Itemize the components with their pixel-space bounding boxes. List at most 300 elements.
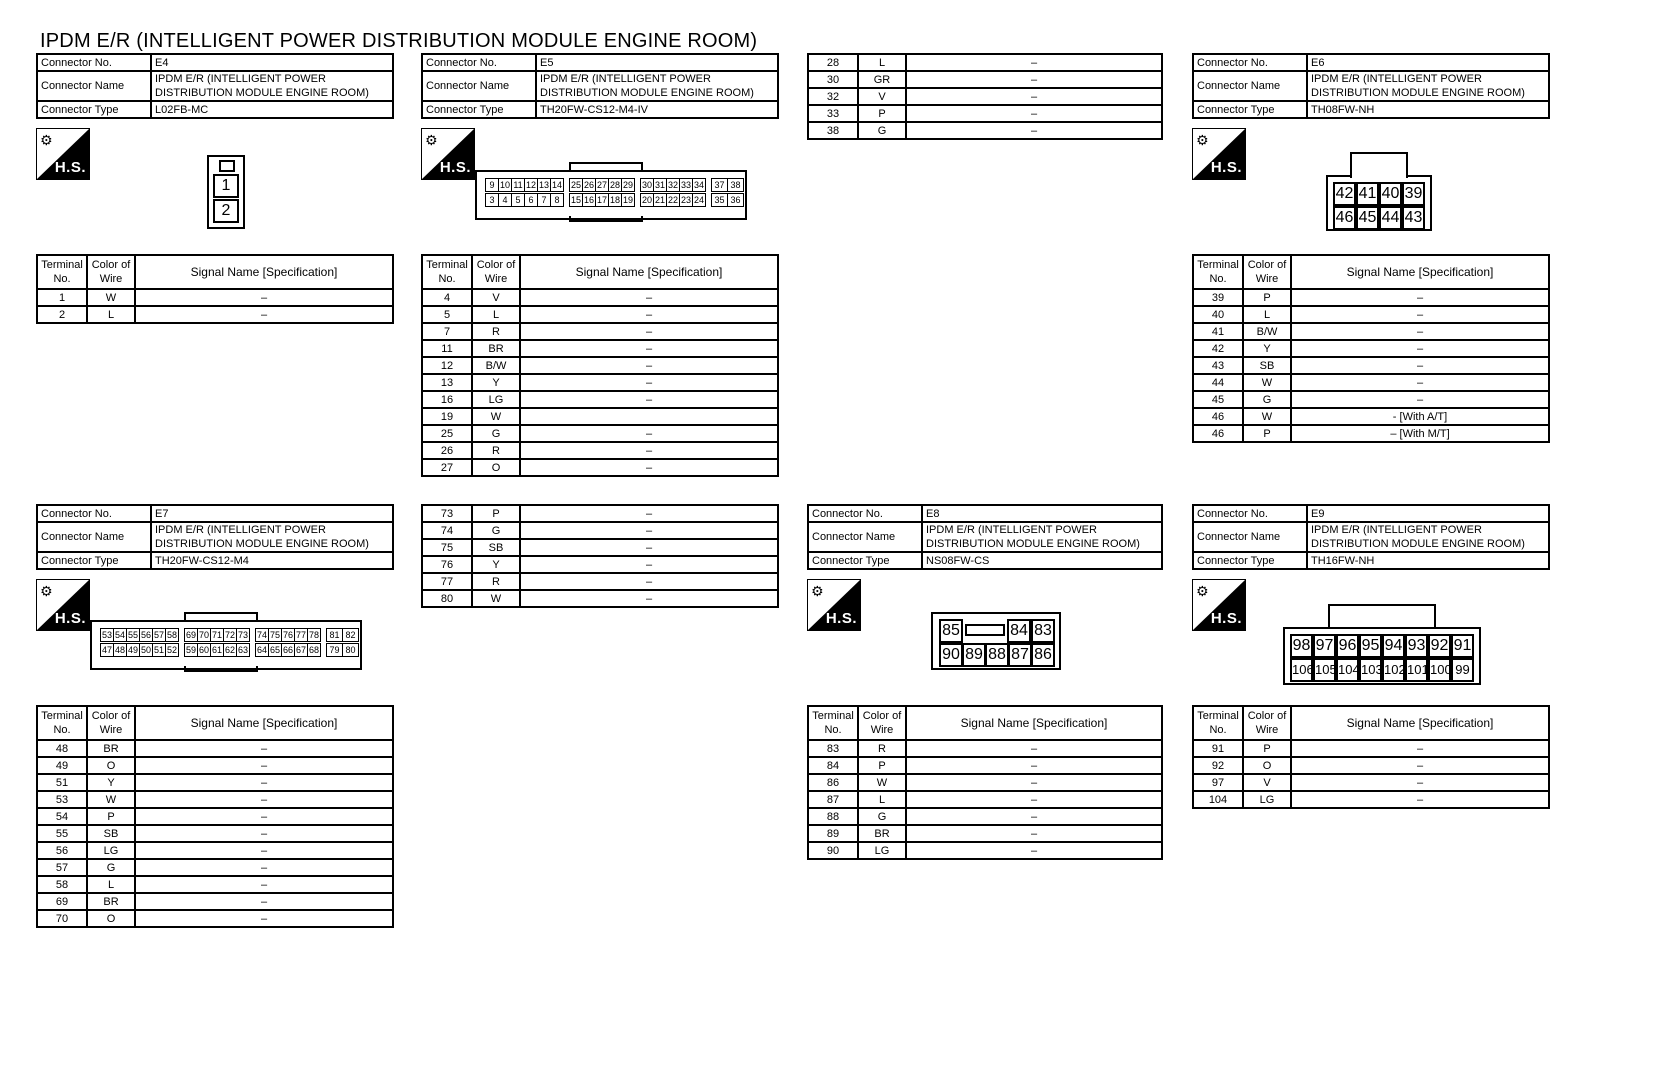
- table-row: [1193, 408, 1549, 425]
- table-row: [808, 54, 1162, 71]
- signal-cell: –: [520, 306, 778, 323]
- table-row: [1193, 791, 1549, 808]
- wire-color-cell: O: [1243, 757, 1291, 774]
- wire-color-cell: W: [472, 408, 520, 425]
- table-row: [808, 88, 1162, 105]
- connector-no-label: Connector No.: [37, 54, 151, 71]
- connector-type-label: Connector Type: [37, 101, 151, 118]
- terminal-no-header: Terminal No.: [1193, 706, 1243, 740]
- terminal-cell: 46: [1193, 408, 1243, 425]
- e7-connector-face: [90, 620, 362, 670]
- wire-color-cell: L: [858, 791, 906, 808]
- e8-pin: 87: [1008, 643, 1032, 667]
- wire-color-cell: L: [472, 306, 520, 323]
- signal-cell: – [With M/T]: [1291, 425, 1549, 442]
- signal-cell: –: [906, 740, 1162, 757]
- table-row: [422, 539, 778, 556]
- e9-pin: 97: [1313, 634, 1336, 658]
- terminal-cell: 76: [422, 556, 472, 573]
- e4-connector-type: L02FB-MC: [151, 101, 393, 118]
- table-row: [37, 893, 393, 910]
- e9-connector-no: E9: [1307, 505, 1549, 522]
- table-row: [808, 825, 1162, 842]
- wire-color-cell: B/W: [1243, 323, 1291, 340]
- e9-pin: 93: [1405, 634, 1428, 658]
- wire-color-cell: L: [858, 54, 906, 71]
- terminal-cell: 16: [422, 391, 472, 408]
- e8-connector-type: NS08FW-CS: [922, 552, 1162, 569]
- table-row: [422, 442, 778, 459]
- connector-name-label: Connector Name: [422, 71, 536, 101]
- wire-color-cell: O: [87, 910, 135, 927]
- table-row: [37, 910, 393, 927]
- wire-color-cell: LG: [87, 842, 135, 859]
- table-row: [37, 757, 393, 774]
- terminal-cell: 1: [37, 289, 87, 306]
- e7-pin: 80: [342, 643, 359, 657]
- e6-pin: 46: [1333, 206, 1356, 230]
- terminal-cell: 73: [422, 505, 472, 522]
- wire-color-cell: W: [1243, 408, 1291, 425]
- e6-connector-no: E6: [1307, 54, 1549, 71]
- wire-color-cell: W: [87, 289, 135, 306]
- table-row: [1193, 357, 1549, 374]
- signal-name-header: Signal Name [Specification]: [520, 255, 778, 289]
- signal-cell: –: [520, 539, 778, 556]
- signal-cell: [520, 408, 778, 425]
- e5-pin: 33: [680, 180, 691, 190]
- e7-pin: 76: [282, 630, 293, 640]
- e6-pin: 39: [1402, 182, 1425, 206]
- signal-cell: –: [520, 590, 778, 607]
- e5-pin: 37: [711, 178, 728, 192]
- e5-pin: 21: [654, 195, 665, 205]
- signal-cell: –: [1291, 289, 1549, 306]
- table-row: [37, 306, 393, 323]
- signal-cell: –: [906, 54, 1162, 71]
- e7-connector-type: TH20FW-CS12-M4: [151, 552, 393, 569]
- signal-cell: –: [135, 893, 393, 910]
- terminal-cell: 33: [808, 105, 858, 122]
- harness-side-icon: ⚙ H.S.: [36, 128, 90, 180]
- e4-connector-no: E4: [151, 54, 393, 71]
- wire-color-cell: P: [1243, 289, 1291, 306]
- e5-pin: 20: [641, 195, 652, 205]
- wire-color-cell: BR: [87, 893, 135, 910]
- signal-cell: –: [1291, 757, 1549, 774]
- table-row: [37, 859, 393, 876]
- table-row: [422, 306, 778, 323]
- signal-name-header: Signal Name [Specification]: [1291, 255, 1549, 289]
- table-row: [1193, 374, 1549, 391]
- color-of-wire-header: Color of Wire: [472, 255, 520, 289]
- terminal-cell: 13: [422, 374, 472, 391]
- wire-color-cell: P: [1243, 425, 1291, 442]
- e5-pin: 4: [498, 193, 512, 207]
- signal-name-header: Signal Name [Specification]: [135, 255, 393, 289]
- signal-cell: –: [135, 859, 393, 876]
- signal-cell: –: [520, 522, 778, 539]
- e9-pin: 101: [1405, 658, 1428, 682]
- e5-pin: 5: [511, 193, 525, 207]
- signal-cell: –: [1291, 740, 1549, 757]
- e5-pin: 10: [499, 180, 510, 190]
- e6-pin: 43: [1402, 206, 1425, 230]
- terminal-cell: 7: [422, 323, 472, 340]
- e5-pin: 17: [596, 195, 607, 205]
- terminal-cell: 53: [37, 791, 87, 808]
- e5-pin: 3: [485, 193, 499, 207]
- e6-pin: 41: [1356, 182, 1379, 206]
- e8-connector-no: E8: [922, 505, 1162, 522]
- terminal-cell: 26: [422, 442, 472, 459]
- e7-pin: 47: [101, 645, 112, 655]
- terminal-cell: 54: [37, 808, 87, 825]
- table-row: [37, 774, 393, 791]
- e9-pin: 102: [1382, 658, 1405, 682]
- e5-pin: 12: [525, 180, 536, 190]
- e7-pin: 66: [282, 645, 293, 655]
- e7-connector-name: IPDM E/R (INTELLIGENT POWER DISTRIBUTION MODULE ENGINE ROOM): [151, 522, 393, 552]
- signal-cell: –: [520, 374, 778, 391]
- e5-pin: 35: [711, 193, 728, 207]
- connector-type-label: Connector Type: [1193, 101, 1307, 118]
- e5-pin: 26: [583, 180, 594, 190]
- e6-pin: 45: [1356, 206, 1379, 230]
- harness-side-icon: ⚙ H.S.: [1192, 128, 1246, 180]
- e7-pin: 60: [198, 645, 209, 655]
- signal-cell: –: [906, 88, 1162, 105]
- terminal-cell: 74: [422, 522, 472, 539]
- e7-pin: 68: [308, 645, 319, 655]
- wire-color-cell: SB: [1243, 357, 1291, 374]
- signal-cell: –: [1291, 323, 1549, 340]
- signal-cell: –: [1291, 306, 1549, 323]
- table-row: [422, 357, 778, 374]
- terminal-cell: 2: [37, 306, 87, 323]
- e9-pin: 100: [1428, 658, 1451, 682]
- signal-cell: –: [520, 459, 778, 476]
- connector-type-label: Connector Type: [808, 552, 922, 569]
- signal-cell: –: [135, 740, 393, 757]
- terminal-cell: 83: [808, 740, 858, 757]
- signal-cell: –: [906, 842, 1162, 859]
- signal-cell: –: [520, 391, 778, 408]
- wire-color-cell: GR: [858, 71, 906, 88]
- terminal-cell: 49: [37, 757, 87, 774]
- signal-name-header: Signal Name [Specification]: [906, 706, 1162, 740]
- color-of-wire-header: Color of Wire: [87, 706, 135, 740]
- e7-pin: 52: [166, 645, 177, 655]
- e5-pin: 31: [654, 180, 665, 190]
- e5-connector-name: IPDM E/R (INTELLIGENT POWER DISTRIBUTION MODULE ENGINE ROOM): [536, 71, 778, 101]
- wire-color-cell: P: [472, 505, 520, 522]
- e5-pin: 36: [727, 193, 744, 207]
- signal-cell: –: [135, 808, 393, 825]
- e8-connector-name: IPDM E/R (INTELLIGENT POWER DISTRIBUTION MODULE ENGINE ROOM): [922, 522, 1162, 552]
- e7-pin: 59: [185, 645, 196, 655]
- e5-pin: 23: [680, 195, 691, 205]
- signal-cell: –: [1291, 774, 1549, 791]
- e5-connector-face: [475, 170, 747, 220]
- e8-pin: 88: [985, 643, 1009, 667]
- e5-pin: 16: [583, 195, 594, 205]
- e6-connector-name: IPDM E/R (INTELLIGENT POWER DISTRIBUTION MODULE ENGINE ROOM): [1307, 71, 1549, 101]
- wire-color-cell: O: [87, 757, 135, 774]
- color-of-wire-header: Color of Wire: [858, 706, 906, 740]
- table-row: [1193, 740, 1549, 757]
- e9-pin: 91: [1451, 634, 1474, 658]
- e6-pin: 40: [1379, 182, 1402, 206]
- terminal-no-header: Terminal No.: [37, 706, 87, 740]
- e5-pin: 38: [727, 178, 744, 192]
- signal-cell: –: [135, 306, 393, 323]
- table-row: [37, 289, 393, 306]
- e8-connector-face: [931, 612, 1061, 670]
- e4-connector-face: [207, 155, 245, 229]
- wire-color-cell: L: [1243, 306, 1291, 323]
- terminal-cell: 80: [422, 590, 472, 607]
- signal-cell: –: [520, 289, 778, 306]
- e8-pin: 86: [1031, 643, 1055, 667]
- e7-pin: 63: [237, 645, 248, 655]
- table-row: [37, 791, 393, 808]
- wire-color-cell: W: [472, 590, 520, 607]
- table-row: [422, 556, 778, 573]
- terminal-cell: 27: [422, 459, 472, 476]
- e7-pin-table-continued: [421, 504, 779, 608]
- e6-pin: 44: [1379, 206, 1402, 230]
- terminal-cell: 28: [808, 54, 858, 71]
- connector-no-label: Connector No.: [1193, 54, 1307, 71]
- e6-info-table: [1192, 53, 1550, 119]
- e9-pin: 95: [1359, 634, 1382, 658]
- wire-color-cell: Y: [1243, 340, 1291, 357]
- terminal-cell: 87: [808, 791, 858, 808]
- table-row: [422, 391, 778, 408]
- e7-pin: 53: [101, 630, 112, 640]
- table-row: [37, 842, 393, 859]
- signal-cell: –: [906, 791, 1162, 808]
- signal-cell: –: [520, 323, 778, 340]
- e7-pin: 72: [224, 630, 235, 640]
- table-row: [422, 425, 778, 442]
- wire-color-cell: V: [858, 88, 906, 105]
- table-row: [1193, 425, 1549, 442]
- table-row: [422, 505, 778, 522]
- e6-pin: 42: [1333, 182, 1356, 206]
- wire-color-cell: LG: [858, 842, 906, 859]
- e7-pin: 67: [295, 645, 306, 655]
- e5-pin: 19: [622, 195, 633, 205]
- terminal-cell: 46: [1193, 425, 1243, 442]
- e5-pin: 9: [485, 178, 499, 192]
- terminal-cell: 11: [422, 340, 472, 357]
- connector-type-label: Connector Type: [422, 101, 536, 118]
- table-row: [1193, 289, 1549, 306]
- wire-color-cell: P: [87, 808, 135, 825]
- signal-cell: –: [906, 774, 1162, 791]
- signal-cell: –: [135, 289, 393, 306]
- page-title: IPDM E/R (INTELLIGENT POWER DISTRIBUTION MODULE ENGINE ROOM): [40, 30, 758, 52]
- e9-connector-face: [1283, 627, 1481, 685]
- wire-color-cell: R: [472, 323, 520, 340]
- e8-pin-table: [807, 705, 1163, 860]
- e7-pin: 49: [127, 645, 138, 655]
- e7-pin: 50: [140, 645, 151, 655]
- e4-pin: 1: [213, 174, 239, 198]
- wire-color-cell: L: [87, 876, 135, 893]
- connector-no-label: Connector No.: [808, 505, 922, 522]
- e9-pin: 98: [1290, 634, 1313, 658]
- terminal-cell: 30: [808, 71, 858, 88]
- terminal-cell: 43: [1193, 357, 1243, 374]
- wire-color-cell: Y: [472, 556, 520, 573]
- terminal-cell: 41: [1193, 323, 1243, 340]
- table-row: [808, 757, 1162, 774]
- terminal-cell: 45: [1193, 391, 1243, 408]
- e9-pin: 104: [1336, 658, 1359, 682]
- e4-connector-name: IPDM E/R (INTELLIGENT POWER DISTRIBUTION MODULE ENGINE ROOM): [151, 71, 393, 101]
- terminal-cell: 12: [422, 357, 472, 374]
- connector-no-label: Connector No.: [37, 505, 151, 522]
- harness-side-icon: ⚙ H.S.: [36, 579, 90, 631]
- e7-pin: 51: [153, 645, 164, 655]
- signal-cell: –: [1291, 374, 1549, 391]
- e7-pin: 65: [269, 645, 280, 655]
- e7-pin: 58: [166, 630, 177, 640]
- e6-pin-table: [1192, 254, 1550, 443]
- e7-pin: 57: [153, 630, 164, 640]
- table-row: [808, 105, 1162, 122]
- terminal-cell: 104: [1193, 791, 1243, 808]
- e5-pin: 29: [622, 180, 633, 190]
- e7-pin: 48: [114, 645, 125, 655]
- e5-pin: 28: [609, 180, 620, 190]
- e6-connector-type: TH08FW-NH: [1307, 101, 1549, 118]
- wire-color-cell: Y: [472, 374, 520, 391]
- wire-color-cell: SB: [472, 539, 520, 556]
- wire-color-cell: W: [87, 791, 135, 808]
- e7-info-table: [36, 504, 394, 570]
- e8-pin: 89: [962, 643, 986, 667]
- wire-color-cell: SB: [87, 825, 135, 842]
- e8-pin: 84: [1007, 619, 1031, 643]
- wire-color-cell: B/W: [472, 357, 520, 374]
- table-row: [422, 522, 778, 539]
- e9-connector-name: IPDM E/R (INTELLIGENT POWER DISTRIBUTION MODULE ENGINE ROOM): [1307, 522, 1549, 552]
- e7-pin: 71: [211, 630, 222, 640]
- e9-pin: 94: [1382, 634, 1405, 658]
- e9-pin: 103: [1359, 658, 1382, 682]
- connector-name-label: Connector Name: [808, 522, 922, 552]
- terminal-cell: 89: [808, 825, 858, 842]
- connector-type-label: Connector Type: [1193, 552, 1307, 569]
- terminal-cell: 75: [422, 539, 472, 556]
- table-row: [422, 323, 778, 340]
- e7-pin: 82: [342, 628, 359, 642]
- table-row: [808, 122, 1162, 139]
- table-row: [1193, 391, 1549, 408]
- color-of-wire-header: Color of Wire: [1243, 706, 1291, 740]
- terminal-no-header: Terminal No.: [808, 706, 858, 740]
- terminal-cell: 90: [808, 842, 858, 859]
- signal-name-header: Signal Name [Specification]: [135, 706, 393, 740]
- terminal-cell: 84: [808, 757, 858, 774]
- wire-color-cell: G: [858, 808, 906, 825]
- terminal-cell: 25: [422, 425, 472, 442]
- wire-color-cell: R: [858, 740, 906, 757]
- e9-connector-type: TH16FW-NH: [1307, 552, 1549, 569]
- signal-cell: –: [1291, 791, 1549, 808]
- table-row: [1193, 306, 1549, 323]
- table-row: [1193, 323, 1549, 340]
- e7-pin: 64: [256, 645, 267, 655]
- wire-color-cell: V: [472, 289, 520, 306]
- wire-color-cell: LG: [472, 391, 520, 408]
- table-row: [422, 374, 778, 391]
- terminal-cell: 4: [422, 289, 472, 306]
- wire-color-cell: V: [1243, 774, 1291, 791]
- terminal-cell: 39: [1193, 289, 1243, 306]
- harness-side-icon: ⚙ H.S.: [807, 579, 861, 631]
- terminal-cell: 51: [37, 774, 87, 791]
- wire-color-cell: G: [858, 122, 906, 139]
- wire-color-cell: LG: [1243, 791, 1291, 808]
- table-row: [808, 842, 1162, 859]
- e9-pin: 92: [1428, 634, 1451, 658]
- connector-no-label: Connector No.: [422, 54, 536, 71]
- table-row: [37, 825, 393, 842]
- e5-pin: 32: [667, 180, 678, 190]
- e5-pin: 6: [524, 193, 538, 207]
- e5-pin: 24: [693, 195, 704, 205]
- e9-pin: 105: [1313, 658, 1336, 682]
- e5-connector-no: E5: [536, 54, 778, 71]
- terminal-cell: 44: [1193, 374, 1243, 391]
- table-row: [37, 876, 393, 893]
- e9-pin-table: [1192, 705, 1550, 809]
- terminal-no-header: Terminal No.: [422, 255, 472, 289]
- e9-pin: 99: [1451, 658, 1474, 682]
- wire-color-cell: L: [87, 306, 135, 323]
- table-row: [422, 340, 778, 357]
- e8-info-table: [807, 504, 1163, 570]
- terminal-no-header: Terminal No.: [1193, 255, 1243, 289]
- terminal-cell: 38: [808, 122, 858, 139]
- e7-pin: 74: [256, 630, 267, 640]
- signal-cell: –: [135, 910, 393, 927]
- signal-cell: –: [135, 791, 393, 808]
- e9-pin: 106: [1290, 658, 1313, 682]
- e5-pin: 8: [550, 193, 564, 207]
- e5-pin: 15: [570, 195, 581, 205]
- signal-cell: –: [906, 71, 1162, 88]
- e5-connector-type: TH20FW-CS12-M4-IV: [536, 101, 778, 118]
- signal-cell: –: [906, 825, 1162, 842]
- e7-pin: 70: [198, 630, 209, 640]
- e5-pin: 18: [609, 195, 620, 205]
- signal-cell: –: [906, 122, 1162, 139]
- e6-connector-latch: [1350, 152, 1408, 178]
- e7-pin: 81: [326, 628, 343, 642]
- signal-name-header: Signal Name [Specification]: [1291, 706, 1549, 740]
- e7-pin: 56: [140, 630, 151, 640]
- signal-cell: –: [135, 757, 393, 774]
- table-row: [808, 791, 1162, 808]
- terminal-cell: 48: [37, 740, 87, 757]
- e4-pin-table: [36, 254, 394, 324]
